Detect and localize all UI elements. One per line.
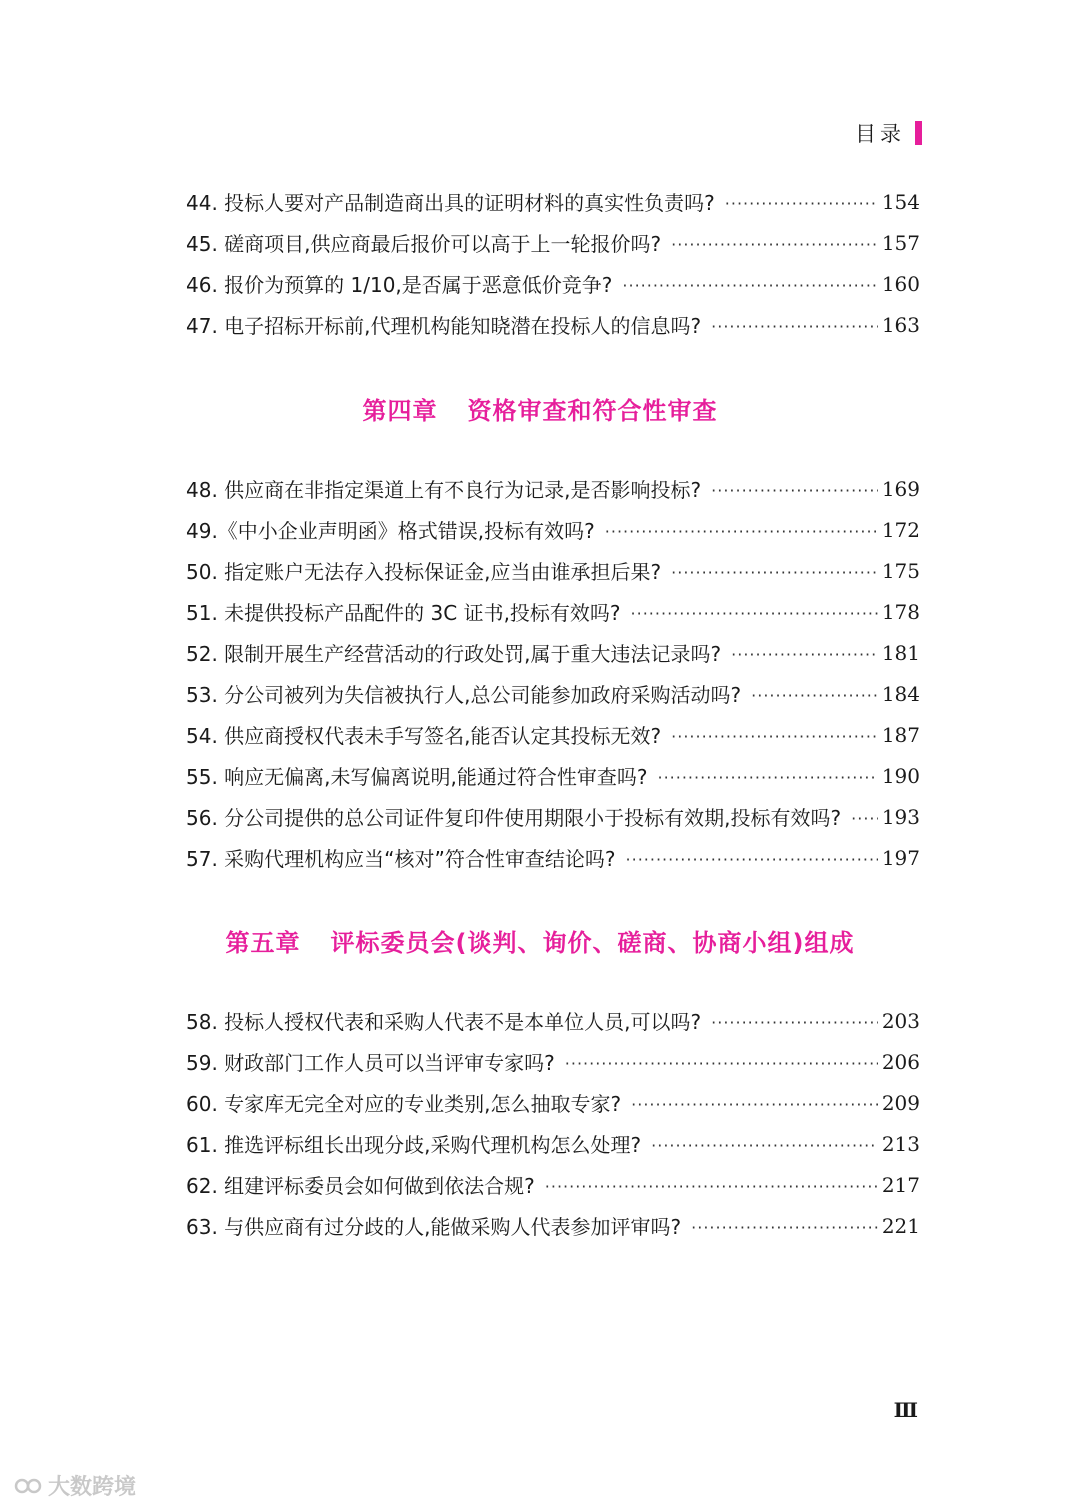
toc-entry-page: 178 bbox=[881, 599, 920, 624]
toc-entry-page: 209 bbox=[881, 1090, 920, 1115]
toc-entry-title: 61. 推选评标组长出现分歧,采购代理机构怎么处理? bbox=[186, 1133, 642, 1157]
toc-entry-title: 50. 指定账户无法存入投标保证金,应当由谁承担后果? bbox=[186, 560, 662, 584]
toc-entry-page: 187 bbox=[881, 722, 920, 747]
leader-dots bbox=[671, 563, 878, 582]
leader-dots bbox=[626, 850, 878, 869]
leader-dots bbox=[851, 809, 878, 828]
toc-entry-page: 157 bbox=[881, 230, 920, 255]
toc-entry-page: 184 bbox=[881, 681, 920, 706]
toc-entry-page: 172 bbox=[881, 517, 920, 542]
toc-entry[interactable] bbox=[186, 222, 920, 263]
toc-entry-page: 217 bbox=[881, 1172, 920, 1197]
leader-dots bbox=[651, 1136, 878, 1155]
toc-entry[interactable] bbox=[186, 263, 920, 304]
header-title: 目录 bbox=[855, 122, 905, 146]
toc-entry-page: 190 bbox=[881, 763, 920, 788]
toc-entry-title: 45. 磋商项目,供应商最后报价可以高于上一轮报价吗? bbox=[186, 232, 662, 256]
toc-entry[interactable] bbox=[186, 468, 920, 509]
toc-entry-title: 54. 供应商授权代表未手写签名,能否认定其投标无效? bbox=[186, 724, 662, 748]
chapter-title: 资格审查和符合性审查 bbox=[467, 397, 718, 425]
leader-dots bbox=[631, 1095, 878, 1114]
toc-entry[interactable] bbox=[186, 632, 920, 673]
toc-entry[interactable] bbox=[186, 1123, 920, 1164]
chapter-heading-4[interactable] bbox=[0, 391, 1080, 426]
toc-entry-title: 44. 投标人要对产品制造商出具的证明材料的真实性负责吗? bbox=[186, 191, 715, 215]
toc-entry[interactable] bbox=[186, 1000, 920, 1041]
toc-entry[interactable] bbox=[186, 837, 920, 878]
toc-entry-page: 181 bbox=[881, 640, 920, 665]
leader-dots bbox=[711, 1013, 878, 1032]
toc-entry[interactable] bbox=[186, 673, 920, 714]
toc-entry[interactable] bbox=[186, 1205, 920, 1246]
chapter-heading-5[interactable] bbox=[0, 923, 1080, 958]
leader-dots bbox=[605, 522, 878, 541]
toc-entry-page: 206 bbox=[881, 1049, 920, 1074]
toc-entry-page: 154 bbox=[881, 189, 920, 214]
chapter-number: 第四章 bbox=[362, 397, 438, 425]
toc-entry-page: 203 bbox=[881, 1008, 920, 1033]
leader-dots bbox=[631, 604, 878, 623]
toc-entry-title: 46. 报价为预算的 1/10,是否属于恶意低价竞争? bbox=[186, 273, 613, 297]
toc-entry-page: 213 bbox=[881, 1131, 920, 1156]
toc-entry-title: 59. 财政部门工作人员可以当评审专家吗? bbox=[186, 1051, 555, 1075]
leader-dots bbox=[711, 481, 878, 500]
leader-dots bbox=[545, 1177, 878, 1196]
toc-entry[interactable] bbox=[186, 304, 920, 345]
toc-entry-title: 53. 分公司被列为失信被执行人,总公司能参加政府采购活动吗? bbox=[186, 683, 742, 707]
leader-dots bbox=[671, 727, 878, 746]
toc-entry-page: 175 bbox=[881, 558, 920, 583]
chapter-number: 第五章 bbox=[225, 929, 301, 957]
toc-entry-title: 57. 采购代理机构应当“核对”符合性审查结论吗? bbox=[186, 847, 616, 871]
leader-dots bbox=[725, 194, 878, 213]
watermark-text: 大数跨境 bbox=[48, 1475, 137, 1500]
toc-entry[interactable] bbox=[186, 714, 920, 755]
leader-dots bbox=[658, 768, 878, 787]
toc-entry[interactable] bbox=[186, 1041, 920, 1082]
toc-entry[interactable] bbox=[186, 1082, 920, 1123]
leader-dots bbox=[565, 1054, 878, 1073]
toc-entry[interactable] bbox=[186, 1164, 920, 1205]
toc-entry-title: 52. 限制开展生产经营活动的行政处罚,属于重大违法记录吗? bbox=[186, 642, 722, 666]
toc-group-chapter-3-tail bbox=[186, 181, 920, 345]
watermark-logo-icon bbox=[14, 1475, 44, 1497]
toc-entry-page: 169 bbox=[881, 476, 920, 501]
toc-entry[interactable] bbox=[186, 181, 920, 222]
chapter-title: 评标委员会(谈判、询价、磋商、协商小组)组成 bbox=[330, 929, 855, 957]
toc-entry-page: 197 bbox=[881, 845, 920, 870]
toc-entry-title: 63. 与供应商有过分歧的人,能做采购人代表参加评审吗? bbox=[186, 1215, 682, 1239]
header-accent-bar bbox=[915, 121, 922, 145]
toc-entry-page: 193 bbox=[881, 804, 920, 829]
toc-entry[interactable] bbox=[186, 509, 920, 550]
toc-entry-title: 56. 分公司提供的总公司证件复印件使用期限小于投标有效期,投标有效吗? bbox=[186, 806, 842, 830]
leader-dots bbox=[731, 645, 878, 664]
toc-entry-title: 62. 组建评标委员会如何做到依法合规? bbox=[186, 1174, 535, 1198]
toc-entry-page: 163 bbox=[881, 312, 920, 337]
toc-entry-title: 47. 电子招标开标前,代理机构能知晓潜在投标人的信息吗? bbox=[186, 314, 702, 338]
toc-entry-page: 160 bbox=[881, 271, 920, 296]
toc-entry-title: 60. 专家库无完全对应的专业类别,怎么抽取专家? bbox=[186, 1092, 622, 1116]
leader-dots bbox=[751, 686, 878, 705]
toc-entry-title: 51. 未提供投标产品配件的 3C 证书,投标有效吗? bbox=[186, 601, 621, 625]
toc-group-chapter-5 bbox=[186, 1000, 920, 1246]
toc-entry-title: 49.《中小企业声明函》格式错误,投标有效吗? bbox=[186, 519, 595, 543]
watermark bbox=[14, 1470, 136, 1501]
leader-dots bbox=[691, 1218, 878, 1237]
leader-dots bbox=[711, 317, 878, 336]
toc-entry-title: 58. 投标人授权代表和采购人代表不是本单位人员,可以吗? bbox=[186, 1010, 702, 1034]
toc-entry[interactable] bbox=[186, 755, 920, 796]
toc-entry[interactable] bbox=[186, 796, 920, 837]
leader-dots bbox=[671, 235, 878, 254]
toc-entry-page: 221 bbox=[881, 1213, 920, 1238]
toc-group-chapter-4 bbox=[186, 468, 920, 878]
toc-entry-title: 48. 供应商在非指定渠道上有不良行为记录,是否影响投标? bbox=[186, 478, 702, 502]
toc-entry[interactable] bbox=[186, 591, 920, 632]
toc-entry-title: 55. 响应无偏离,未写偏离说明,能通过符合性审查吗? bbox=[186, 765, 648, 789]
leader-dots bbox=[622, 276, 877, 295]
running-header bbox=[855, 118, 922, 148]
page-number: Ⅲ bbox=[893, 1398, 918, 1422]
toc-entry[interactable] bbox=[186, 550, 920, 591]
